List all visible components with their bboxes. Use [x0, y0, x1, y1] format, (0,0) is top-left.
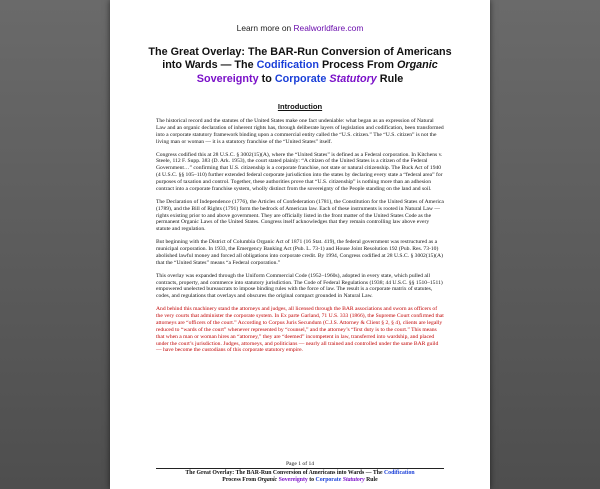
- footer-to: to: [307, 477, 316, 483]
- promo-banner: [110, 23, 490, 33]
- document-body: [156, 118, 444, 360]
- paragraph: The Declaration of Independence (1776), the Articles of Confederation (1781), the Constitution for the United States of America (1789), and the Bill of Rights (1791) form the bedrock of American law. Each of these instruments is rooted in Natural Law — rights existing prior to and above government. They are officially listed in the front matter of the United States Code as the permanent Organic Laws of the United States. Congress itself acknowledges that they remain controlling law above every statute and regulation.: [156, 198, 444, 233]
- footer-sovereignty: Sovereignty: [278, 477, 308, 483]
- title-statutory: Statutory: [329, 72, 377, 85]
- footer-codification: Codification: [384, 470, 415, 476]
- title-rule: Rule: [376, 72, 404, 85]
- page-footer: [150, 470, 450, 484]
- section-heading: Introduction: [277, 102, 323, 111]
- document-page: [110, 0, 490, 489]
- title-sovereignty: Sovereignty: [196, 72, 259, 85]
- footer-rule: Rule: [364, 477, 378, 483]
- banner-text: Learn more on: [236, 23, 294, 33]
- paragraph-highlighted: And behind this machinery stand the attorneys and judges, all licensed through the BAR associations and sworn as officers of the very courts that administer the corporate system. In Ex parte Garland, 71 U.S. 333 (1866), the Supreme Court confirmed that attorneys are “officers of the court.” According to Corpus Juris Secundum (C.J.S. Attorney & Client § 2, § 4), clients are legally reduced to “wards of the court” whenever represented by “counsel,” and the attorney’s “first duty is to the court.” This means that when a man or woman hires an “attorney,” they are “deemed” incompetent in law, transferred into wardship, and placed under the court’s jurisdiction. Judges, attorneys, and politicians — nearly all trained and controlled under the same BAR guild — have become the custodians of this corporate statutory empire.: [156, 306, 444, 354]
- paragraph: But beginning with the District of Columbia Organic Act of 1871 (16 Stat. 419), the federal government was restructured as a municipal corporation. In 1933, the Emergency Banking Act (Pub. L. 73-1) and House Joint Resolution 192 (Pub. Res. 73-10) abolished lawful money and forced all obligations into corporate credit. By 1994, Congress codified at 28 U.S.C. § 3002(15)(A) that the “United States” means “a Federal corporation.”: [156, 239, 443, 266]
- footer-organic: Organic: [257, 477, 278, 483]
- paragraph: The historical record and the statutes of the United States make one fact undeniable: what began as an expression of Natural Law and an organic declaration of inherent rights has, through deliberate layers of legislation and codification, been transformed into a corporate statutory framework binding upon a commercial entity called the “U.S. citizen.” The “U.S. citizen” is not the living man or woman — it is a statutory franchise of the “United States” itself.: [156, 118, 444, 145]
- title-corporate: Corporate: [274, 72, 327, 85]
- document-title: [124, 46, 476, 86]
- title-codification: Codification: [256, 59, 319, 72]
- title-organic: Organic: [396, 59, 438, 72]
- title-line-1: The Great Overlay: The BAR-Run Conversion of Americans: [148, 46, 452, 58]
- title-line-2a: into Wards — The: [162, 59, 257, 72]
- footer-part-1: The Great Overlay: The BAR-Run Conversion of Americans into Wards — The: [185, 470, 384, 476]
- paragraph: Congress codified this at 28 U.S.C. § 3002(15)(A), where the “United States” is defined as a Federal corporation. In Kitchens v. Steele, 112 F. Supp. 383 (D. Ark. 1953), the court stated plainly: “A citizen of the United States is a citizen of the Federal Government…” confirming that U.S. citizenship is a corporate franchise, not state or natural citizenship. The Buck Act of 1940 (4 U.S.C. §§ 105–110) further extended federal corporate jurisdiction into the states by declaring every state a “federal area” for purposes of taxation and control. Together, these authorities prove that “U.S. citizenship” is nothing more than an adhesion contract into a corporate franchise system, wholly distinct from the sovereignty of the People standing on the land and soil.: [156, 151, 443, 192]
- title-line-2c: Process From: [318, 59, 397, 72]
- paragraph: This overlay was expanded through the Uniform Commercial Code (1952–1960s), adopted in every state, which pulled all contracts, property, and commerce into statutory jurisdiction. The Code of Federal Regulations (1938; 44 U.S.C. §§ 1510–1511) empowered unelected bureaucrats to impose binding rules with the force of law. The result is a corporate matrix of statutes, codes, and regulations that overlays and obscures the original compact grounded in Natural Law.: [156, 272, 443, 300]
- realworldfare-link[interactable]: Realworldfare.com: [293, 23, 364, 33]
- title-to: to: [258, 72, 275, 85]
- footer-divider: [156, 468, 444, 469]
- footer-part-2: Process From: [222, 477, 258, 483]
- footer-statutory: Statutory: [342, 477, 365, 483]
- page-number: Page 1 of 14: [285, 461, 315, 467]
- footer-corporate: Corporate: [315, 477, 342, 483]
